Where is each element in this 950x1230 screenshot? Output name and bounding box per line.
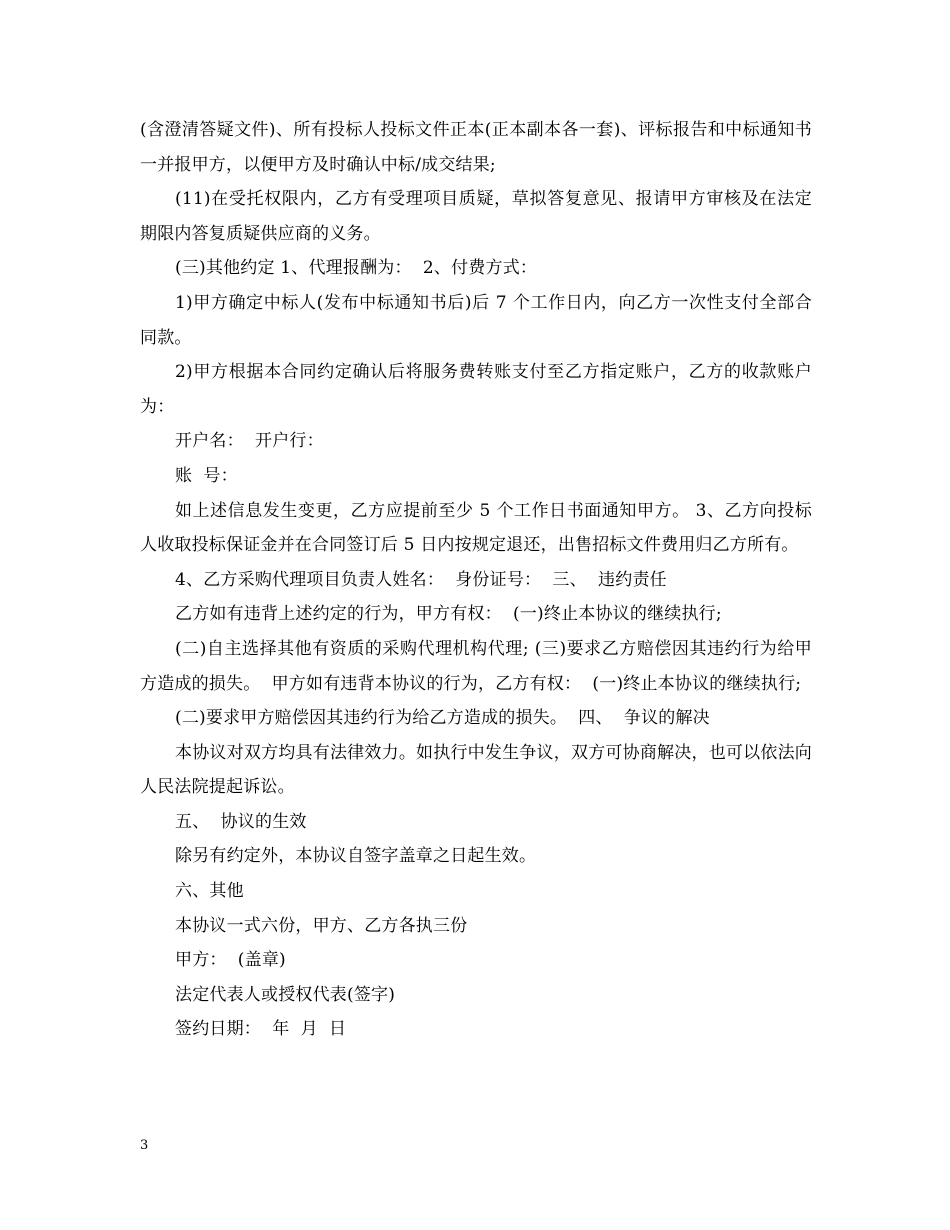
paragraph-16: 六、其他 [175, 881, 244, 902]
paragraph-18: 甲方： (盖章) [175, 950, 286, 971]
paragraph-13: 本协议对双方均具有法律效力。如执行中发生争议，双方可协商解决，也可以依法向人民法院提起诉讼。 [140, 742, 812, 798]
page-number: 3 [140, 1138, 149, 1153]
paragraph-11: (二)自主选择其他有资质的采购代理机构代理; (三)要求乙方赔偿因其违约行为给甲方造成的损失。 甲方如有违背本协议的行为，乙方有权： (一)终止本协议的继续执行; [140, 638, 812, 694]
paragraph-4: 1)甲方确定中标人(发布中标通知书后)后 7 个工作日内，向乙方一次性支付全部合同款。 [140, 292, 812, 348]
paragraph-5: 2)甲方根据本合同约定确认后将服务费转账支付至乙方指定账户，乙方的收款账户为： [140, 362, 812, 417]
paragraph-8: 如上述信息发生变更，乙方应提前至少 5 个工作日书面通知甲方。 3、乙方向投标人收取投标保证金并在合同签订后 5 日内按规定退还，出售招标文件费用归乙方所有。 [140, 500, 812, 556]
paragraph-3: (三)其他约定 1、代理报酬为： 2、付费方式： [175, 258, 538, 279]
paragraph-7: 账 号： [175, 465, 238, 486]
paragraph-20: 签约日期： 年 月 日 [175, 1019, 347, 1040]
document-body [140, 113, 812, 1047]
paragraph-6: 开户名： 开户行： [175, 431, 324, 452]
paragraph-9: 4、乙方采购代理项目负责人姓名： 身份证号： 三、 违约责任 [175, 569, 667, 590]
paragraph-12: (二)要求甲方赔偿因其违约行为给乙方造成的损失。 四、 争议的解决 [175, 708, 710, 729]
paragraph-2: (11)在受托权限内，乙方有受理项目质疑，草拟答复意见、报请甲方审核及在法定期限内答复质疑供应商的义务。 [140, 189, 812, 244]
paragraph-14: 五、 协议的生效 [175, 811, 307, 832]
paragraph-1: (含澄清答疑文件)、所有投标人投标文件正本(正本副本各一套)、评标报告和中标通知书一并报甲方，以便甲方及时确认中标/成交结果; [140, 120, 812, 175]
paragraph-10: 乙方如有违背上述约定的行为，甲方有权： (一)终止本协议的继续执行; [175, 604, 722, 625]
paragraph-15: 除另有约定外，本协议自签字盖章之日起生效。 [175, 846, 537, 867]
paragraph-19: 法定代表人或授权代表(签字) [175, 984, 396, 1005]
paragraph-17: 本协议一式六份，甲方、乙方各执三份 [175, 915, 468, 936]
